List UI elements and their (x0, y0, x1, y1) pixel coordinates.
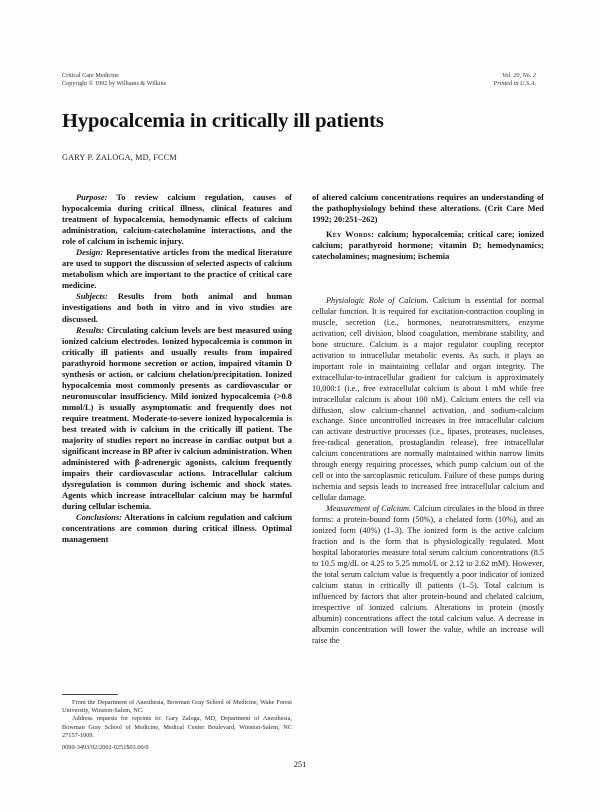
abstract-left-column (62, 192, 292, 546)
citation: (Crit Care Med 1992; 20:251–262) (312, 203, 544, 225)
abstract-continued (312, 192, 544, 225)
results-text: Circulating calcium levels are best measured using ionized calcium electrodes. Ionized hypocalcemia is common in critically ill patients and usually results from impaired parathyroid hormone secretion or action, impaired vitamin D synthesis or action, or calcium chelation/precipitation. Ionized hypocalcemia most commonly presents as cardiovascular or neuromuscular insufficiency. Mild ionized hypocalcemia (>0.8 mmol/L) is usually asymptomatic and frequently does not require treatment. Moderate-to-severe ionized hypocalcemia is best treated with iv calcium in the critically ill patient. The majority of studies report no increase in cardiac output but a significant increase in BP after iv calcium administration. When administered with β-adrenergic agonists, calcium frequently impairs their cardiovascular actions. Intracellular calcium dysregulation is common during ischemic and shock states. Agents which increase intracellular calcium may be harmful during cellular ischemia. (62, 324, 293, 512)
abstract-design (62, 247, 292, 291)
footnote-affiliation: From the Department of Anesthesia, Bowman Gray School of Medicine, Wake Forest University, Winston-Salem, NC. (62, 699, 292, 715)
section-physiologic-role (312, 296, 544, 504)
abstract-purpose (62, 192, 292, 247)
footnote-address: Address requests for reprints to: Gary Zaloga, MD, Department of Anesthesia, Bowman Gray School of Medicine, Medical Center Boulevard, Winston-Salem, NC 27157-1009. (62, 715, 292, 739)
section-measurement (312, 504, 544, 646)
article-title: Hypocalcemia in critically ill patients (62, 110, 384, 132)
body-column (312, 296, 544, 647)
purpose-label: Purpose: (76, 192, 108, 202)
section-heading: Physiologic Role of Calcium. (326, 296, 429, 305)
key-words-label: Key Words: (326, 229, 375, 240)
footnote-code: 0090-3493/92/2002-0251$03.00/0 (62, 744, 149, 752)
running-header-left (62, 72, 166, 88)
purpose-text: To review calcium regulation, causes of hypocalcemia during critical illness, clinical features and treatment of hypocalcemia, hemodynamic effects of calcium administration, calcium-catecholamine interactions, and the role of calcium in ischemic injury. (62, 192, 292, 247)
results-label: Results: (76, 324, 105, 335)
design-text: Representative articles from the medical literature are used to support the discussion of selected aspects of calcium metabolism which are important to the practice of critical care medicine. (62, 247, 292, 291)
journal-name: Critical Care Medicine (62, 72, 119, 79)
footnote (62, 699, 292, 752)
subjects-label: Subjects: (76, 291, 108, 302)
conclusions-text: Alterations in calcium regulation and calcium concentrations are common during critical illness. Optimal management (62, 512, 292, 545)
volume-issue: Vol. 20, No. 2 (502, 72, 536, 79)
conclusions-label: Conclusions: (76, 512, 122, 523)
copyright-line: Copyright © 1992 by Williams & Wilkins (62, 80, 167, 87)
key-words (312, 229, 544, 262)
abstract-results (62, 325, 292, 513)
footnote-rule (62, 694, 118, 695)
continued-text: of altered calcium concentrations requires an understanding of the pathophysiology behind these alterations. (312, 192, 544, 214)
section-text: Calcium circulates in the blood in three forms: a protein-bound form (50%), a chelated form (10%), and an ionized form (40%) (1–3). The ionized form is the active calcium fraction and is the form that is physiologically regulated. Most hospital laboratories measure total serum calcium concentrations (8.5 to 10.5 mg/dL or 4.25 to 5.25 mmol/L or 2.12 to 2.62 mM). However, the total serum calcium value is frequently a poor indicator of ionized calcium status in critically ill patients (1–5). Total calcium is influenced by factors that alter protein-bound and chelated calcium, irrespective of ionized calcium. Alterations in protein (mostly albumin) concentrations affect the total calcium value. A decrease in albumin concentration will lower the value, while an increase will raise the (312, 504, 545, 645)
section-heading: Measurement of Calcium. (326, 504, 412, 514)
abstract-conclusions (62, 512, 292, 545)
design-label: Design: (76, 247, 104, 258)
printed-in: Printed in U.S.A. (493, 80, 536, 87)
abstract-right-column (312, 192, 544, 262)
subjects-text: Results from both animal and human investigations and both in vitro and in vivo studies are discussed. (62, 291, 293, 324)
abstract-subjects (62, 291, 292, 324)
article-author: GARY P. ZALOGA, MD, FCCM (62, 153, 177, 162)
key-words-text: calcium; hypocalcemia; critical care; ionized calcium; parathyroid hormone; vitamin D; hemodynamics; catecholamines; magnesium; ischemia (312, 229, 544, 262)
page-number: 251 (293, 760, 307, 769)
running-header-right (494, 72, 536, 88)
section-text: Calcium is essential for normal cellular function. It is required for excitation-contraction coupling in muscle, secretion (i.e., hormones, neurotransmitters, enzyme activation, cell division, blood coagulation, membrane stability, and bone structure. Calcium is a major regulator coupling receptor activation to intracellular metabolic events. As such, it plays an important role in maintaining cellular and organ integrity. The extracellular-to-intracellular gradient for calcium is approximately 10,000:1 (i.e., free extracellular calcium is about 1 mM while free intracellular calcium is about 100 nM). Calcium enters the cell via diffusion, slow calcium-channel activation, and sodium-calcium exchange. Since uncontrolled increases in free intracellular calcium can activate destructive processes (i.e., lipases, proteases, nucleases, free-radical generation, prostaglandin release), free intracellular calcium concentrations are normally maintained within narrow limits through energy requiring processes, which pump calcium out of the cell or into the sarcoplasmic reticulum. Failure of these pumps during ischemia and sepsis leads to increased free intracellular calcium and cellular damage. (312, 296, 545, 503)
